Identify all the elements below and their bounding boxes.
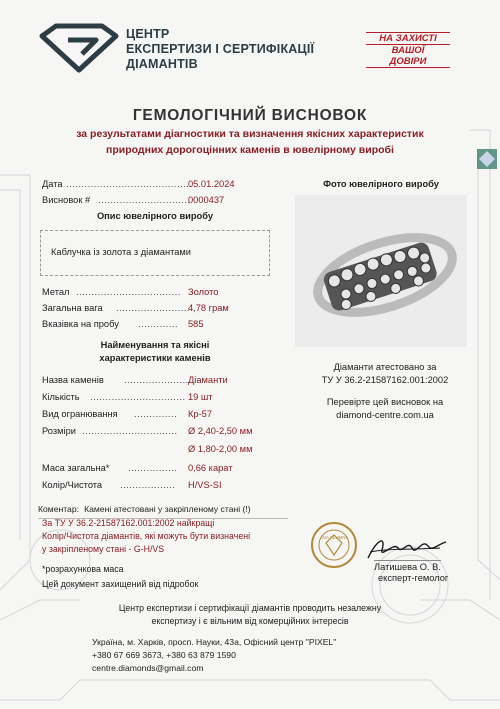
standard-line-3: у закріпленому стані - G-H/VS [42, 544, 165, 554]
dots: ..................... [124, 375, 189, 385]
comment-value: Камені атестовані у закріпленому стані (!) [84, 504, 251, 514]
trust-stamp [366, 32, 450, 68]
verify-line-1: Перевірте цей висновок на [326, 397, 444, 407]
hologram-icon [476, 148, 498, 170]
diamond-logo-icon [38, 22, 120, 74]
field-size-label: Розміри [42, 426, 76, 436]
dots: .................................. [76, 287, 181, 297]
stones-header-2: характеристики каменів [99, 353, 211, 363]
description-header: Опис ювелірного виробу [96, 211, 214, 221]
comment-label: Коментар: [38, 504, 80, 514]
footer-line-2: експертизу і є вільним від комерційних інтересів [151, 616, 349, 626]
dots: .............................. [98, 195, 191, 205]
dots: .............. [134, 409, 178, 419]
field-mass-label: Маса загальна* [42, 463, 110, 473]
photo-label: Фото ювелірного виробу [323, 179, 439, 189]
dots: ............................... [82, 426, 178, 436]
field-size-value-2: Ø 1,80-2,00 мм [188, 444, 253, 454]
comment-row [38, 497, 288, 519]
field-metal-label: Метал [42, 287, 70, 297]
ring-photo [295, 195, 467, 347]
field-cut-value: Кр-57 [188, 409, 213, 419]
verify-link[interactable]: diamond-centre.com.ua [336, 410, 434, 420]
dots: ............. [138, 319, 179, 329]
field-count-label: Кількість [42, 392, 80, 402]
protection-note: Цей документ захищений від підробок [42, 579, 199, 589]
document-subtitle-1: за результатами діагностики та визначення якісних характеристик [76, 128, 424, 140]
logo-line-1: ЦЕНТР [126, 27, 170, 41]
dots: ................ [128, 463, 178, 473]
email[interactable]: centre.diamonds@gmail.com [92, 663, 204, 673]
field-color-label: Колір/Чистота [42, 480, 103, 490]
dots: .................. [120, 480, 176, 490]
date-label: Дата [42, 179, 63, 189]
phones: +380 67 669 3673, +380 63 879 1590 [92, 650, 236, 660]
field-metal-value: Золото [188, 287, 219, 297]
field-weight-value: 4,78 грам [188, 303, 229, 313]
standard-line-2: Колір/Чистота діамантів, які можуть бути визначені [42, 531, 251, 541]
field-count-value: 19 шт [188, 392, 213, 402]
field-stone-name-value: Діаманти [188, 375, 228, 385]
seal-text: GIA ALUMNI [321, 535, 347, 540]
footer-line-1: Центр експертизи і сертифікації діамантів проводить незалежну [118, 603, 382, 613]
field-assay-label: Вказівка на пробу [42, 319, 119, 329]
field-assay-value: 585 [188, 319, 204, 329]
document-subtitle-2: природних дорогоцінних каменів в ювелірному виробі [106, 144, 394, 156]
date-value: 05.01.2024 [188, 179, 235, 189]
field-stone-name-label: Назва каменів [42, 375, 104, 385]
dots: ............................... [90, 392, 186, 402]
dots: ......................................... [66, 179, 193, 189]
dots: ........................ [116, 303, 190, 313]
logo-title [126, 27, 314, 72]
field-cut-label: Вид огранювання [42, 409, 118, 419]
standard-line-1: За ТУ У 36.2-21587162.001:2002 найкращі [42, 518, 215, 528]
footnote: *розрахункова маса [42, 564, 124, 574]
field-color-value: H/VS-SI [188, 480, 222, 490]
description-value: Каблучка із золота з діамантами [51, 247, 191, 257]
certified-line-1: Діаманти атестовано за [333, 362, 437, 372]
stones-header [40, 339, 270, 365]
stones-header-1: Найменування та якісні [100, 340, 210, 350]
gia-seal-icon [310, 521, 358, 569]
field-weight-label: Загальна вага [42, 303, 103, 313]
address: Україна, м. Харків, просп. Науки, 43а, Офісний центр "PIXEL" [92, 637, 337, 647]
report-label: Висновок # [42, 195, 91, 205]
description-box [40, 230, 270, 276]
stamp-line-3: ДОВІРИ [366, 56, 450, 68]
certified-line-2: ТУ У 36.2-21587162.001:2002 [321, 375, 449, 385]
logo-line-3: ДІАМАНТІВ [126, 57, 198, 71]
stamp-line-1: НА ЗАХИСТІ [366, 32, 450, 45]
report-value: 0000437 [188, 195, 225, 205]
field-size-value-1: Ø 2,40-2,50 мм [188, 426, 253, 436]
logo-line-2: ЕКСПЕРТИЗИ І СЕРТИФІКАЦІЇ [126, 42, 315, 56]
signer-title: експерт-гемолог [378, 573, 449, 583]
field-mass-value: 0,66 карат [188, 463, 233, 473]
signer-name: Латишева О. В. [374, 562, 441, 572]
document-title: ГЕМОЛОГІЧНИЙ ВИСНОВОК [132, 107, 368, 124]
stamp-line-2: ВАШОЇ [391, 45, 425, 56]
